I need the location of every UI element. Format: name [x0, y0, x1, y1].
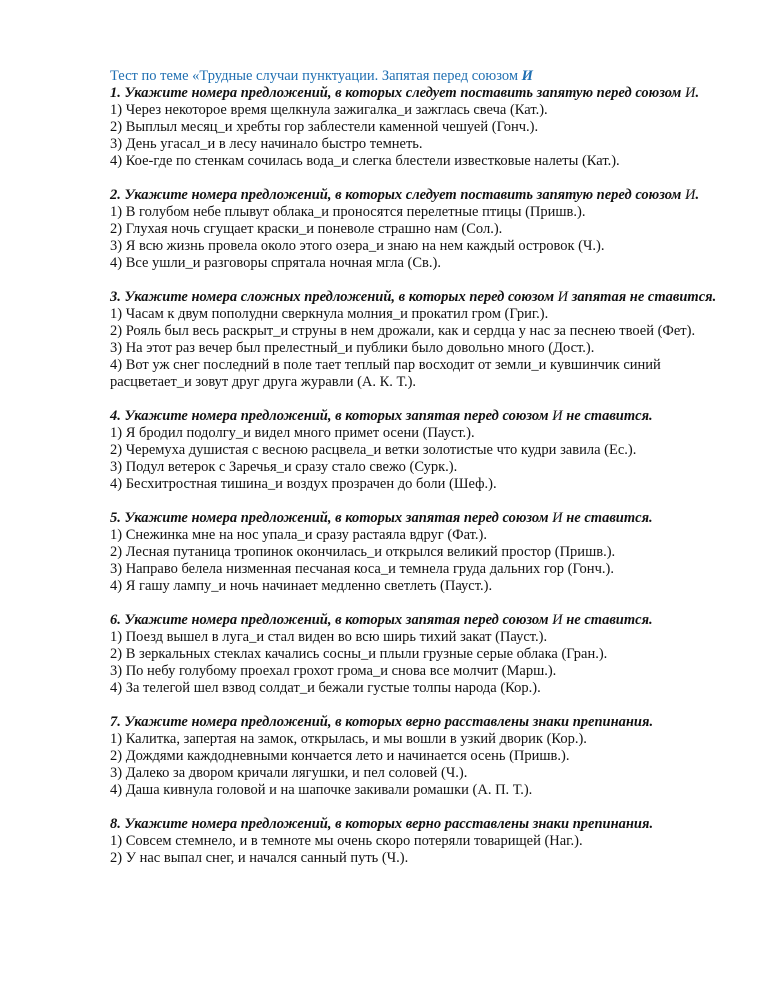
question-option: 1) Я бродил подолгу_и видел много примет осени (Пауст.). — [110, 425, 475, 441]
question-option: 4) Все ушли_и разговоры спрятала ночная мгла (Св.). — [110, 255, 441, 271]
question-heading — [110, 510, 728, 527]
question-option: 3) Направо белела низменная песчаная коса_и темнела груда дальних гор (Гонч.). — [110, 561, 614, 577]
question-option: 4) Бесхитростная тишина_и воздух прозрачен до боли (Шеф.). — [110, 476, 497, 492]
question-option: 4) Кое-где по стенкам сочилась вода_и слегка блестели известковые налеты (Кат.). — [110, 153, 620, 169]
question-option: 2) Дождями каждодневными кончается лето и начинается осень (Пришв.). — [110, 748, 570, 764]
question-heading-conjunction: И — [684, 187, 696, 203]
question-heading-tail: . — [695, 85, 700, 101]
question-option: 2) У нас выпал снег, и начался санный путь (Ч.). — [110, 850, 409, 866]
question-option: 1) Часам к двум пополудни сверкнула молния_и прокатил гром (Григ.). — [110, 306, 549, 322]
question-heading-tail: . — [695, 187, 700, 203]
question-heading-tail: не ставится. — [562, 510, 653, 526]
question-heading — [110, 187, 728, 204]
question-option: 3) Подул ветерок с Заречья_и сразу стало свежо (Сурк.). — [110, 459, 458, 475]
question-heading — [110, 612, 728, 629]
questions-list — [110, 85, 728, 867]
question-option: 3) Далеко за двором кричали лягушки, и пел соловей (Ч.). — [110, 765, 468, 781]
question-option: 1) Через некоторое время щелкнула зажигалка_и зажглась свеча (Кат.). — [110, 102, 548, 118]
question-option: 1) Калитка, запертая на замок, открылась, и мы вошли в узкий дворик (Кор.). — [110, 731, 587, 747]
question-option: 2) Лесная путаница тропинок окончилась_и открылся великий простор (Пришв.). — [110, 544, 616, 560]
question-option: 2) В зеркальных стеклах качались сосны_и плыли грузные серые облака (Гран.). — [110, 646, 608, 662]
question-option: 3) На этот раз вечер был прелестный_и публики было довольно много (Дост.). — [110, 340, 595, 356]
question-option: 1) Снежинка мне на нос упала_и сразу растаяла вдруг (Фат.). — [110, 527, 487, 543]
question-option: 1) Поезд вышел в луга_и стал виден во всю ширь тихий закат (Пауст.). — [110, 629, 548, 645]
question-heading-text: 7. Укажите номера предложений, в которых верно расставлены знаки препинания. — [110, 714, 654, 730]
question-heading-text: 5. Укажите номера предложений, в которых запятая перед союзом — [110, 510, 553, 526]
question-block — [110, 187, 728, 272]
question-heading — [110, 289, 728, 306]
question-option: 2) Глухая ночь сгущает краски_и поневоле страшно нам (Сол.). — [110, 221, 503, 237]
question-heading-text: 6. Укажите номера предложений, в которых запятая перед союзом — [110, 612, 553, 628]
question-option: 4) За телегой шел взвод солдат_и бежали густые толпы народа (Кор.). — [110, 680, 541, 696]
question-option: 1) В голубом небе плывут облака_и проносятся перелетные птицы (Пришв.). — [110, 204, 586, 220]
question-option: 1) Совсем стемнело, и в темноте мы очень скоро потеряли товарищей (Наг.). — [110, 833, 583, 849]
question-heading-text: 2. Укажите номера предложений, в которых следует поставить запятую перед союзом — [110, 187, 685, 203]
question-option: 2) Выплыл месяц_и хребты гор заблестели каменной чешуей (Гонч.). — [110, 119, 539, 135]
document-title — [110, 68, 728, 85]
question-heading-conjunction: И — [684, 85, 696, 101]
question-option: 4) Я гашу лампу_и ночь начинает медленно светлеть (Пауст.). — [110, 578, 493, 594]
question-block — [110, 510, 728, 595]
question-option: 3) По небу голубому проехал грохот грома_и снова все молчит (Марш.). — [110, 663, 557, 679]
question-heading — [110, 714, 728, 731]
question-option: 2) Черемуха душистая с весною расцвела_и ветки золотистые что кудри завила (Ес.). — [110, 442, 637, 458]
question-block — [110, 289, 728, 391]
question-block — [110, 816, 728, 867]
title-conjunction: И — [521, 68, 533, 84]
question-heading-tail: запятая не ставится. — [568, 289, 717, 305]
question-heading-conjunction: И — [552, 612, 563, 628]
question-heading — [110, 816, 728, 833]
question-heading-text: 3. Укажите номера сложных предложений, в которых перед союзом — [110, 289, 558, 305]
question-heading-text: 4. Укажите номера предложений, в которых запятая перед союзом — [110, 408, 553, 424]
question-heading-conjunction: И — [557, 289, 569, 305]
question-option: 3) Я всю жизнь провела около этого озера_и знаю на нем каждый островок (Ч.). — [110, 238, 605, 254]
question-heading-conjunction: И — [552, 408, 563, 424]
question-heading-text: 8. Укажите номера предложений, в которых верно расставлены знаки препинания. — [110, 816, 654, 832]
question-heading-conjunction: И — [552, 510, 563, 526]
question-heading-tail: не ставится. — [562, 612, 653, 628]
question-heading — [110, 408, 728, 425]
question-option: 3) День угасал_и в лесу начинало быстро темнеть. — [110, 136, 423, 152]
question-block — [110, 612, 728, 697]
question-option: 2) Рояль был весь раскрыт_и струны в нем дрожали, как и сердца у нас за песнею твоей (Фет). — [110, 323, 696, 339]
question-heading — [110, 85, 728, 102]
title-text: Тест по теме «Трудные случаи пунктуации. Запятая перед союзом — [110, 68, 522, 84]
question-block — [110, 85, 728, 170]
question-block — [110, 714, 728, 799]
question-option: 4) Вот уж снег последний в поле тает теплый пар восходит от земли_и кувшинчик синий расцветает_и зовут друг друга журавли (А. К. Т.). — [110, 357, 661, 390]
question-block — [110, 408, 728, 493]
question-heading-text: 1. Укажите номера предложений, в которых следует поставить запятую перед союзом — [110, 85, 685, 101]
question-heading-tail: не ставится. — [562, 408, 653, 424]
question-option: 4) Даша кивнула головой и на шапочке закивали ромашки (А. П. Т.). — [110, 782, 533, 798]
